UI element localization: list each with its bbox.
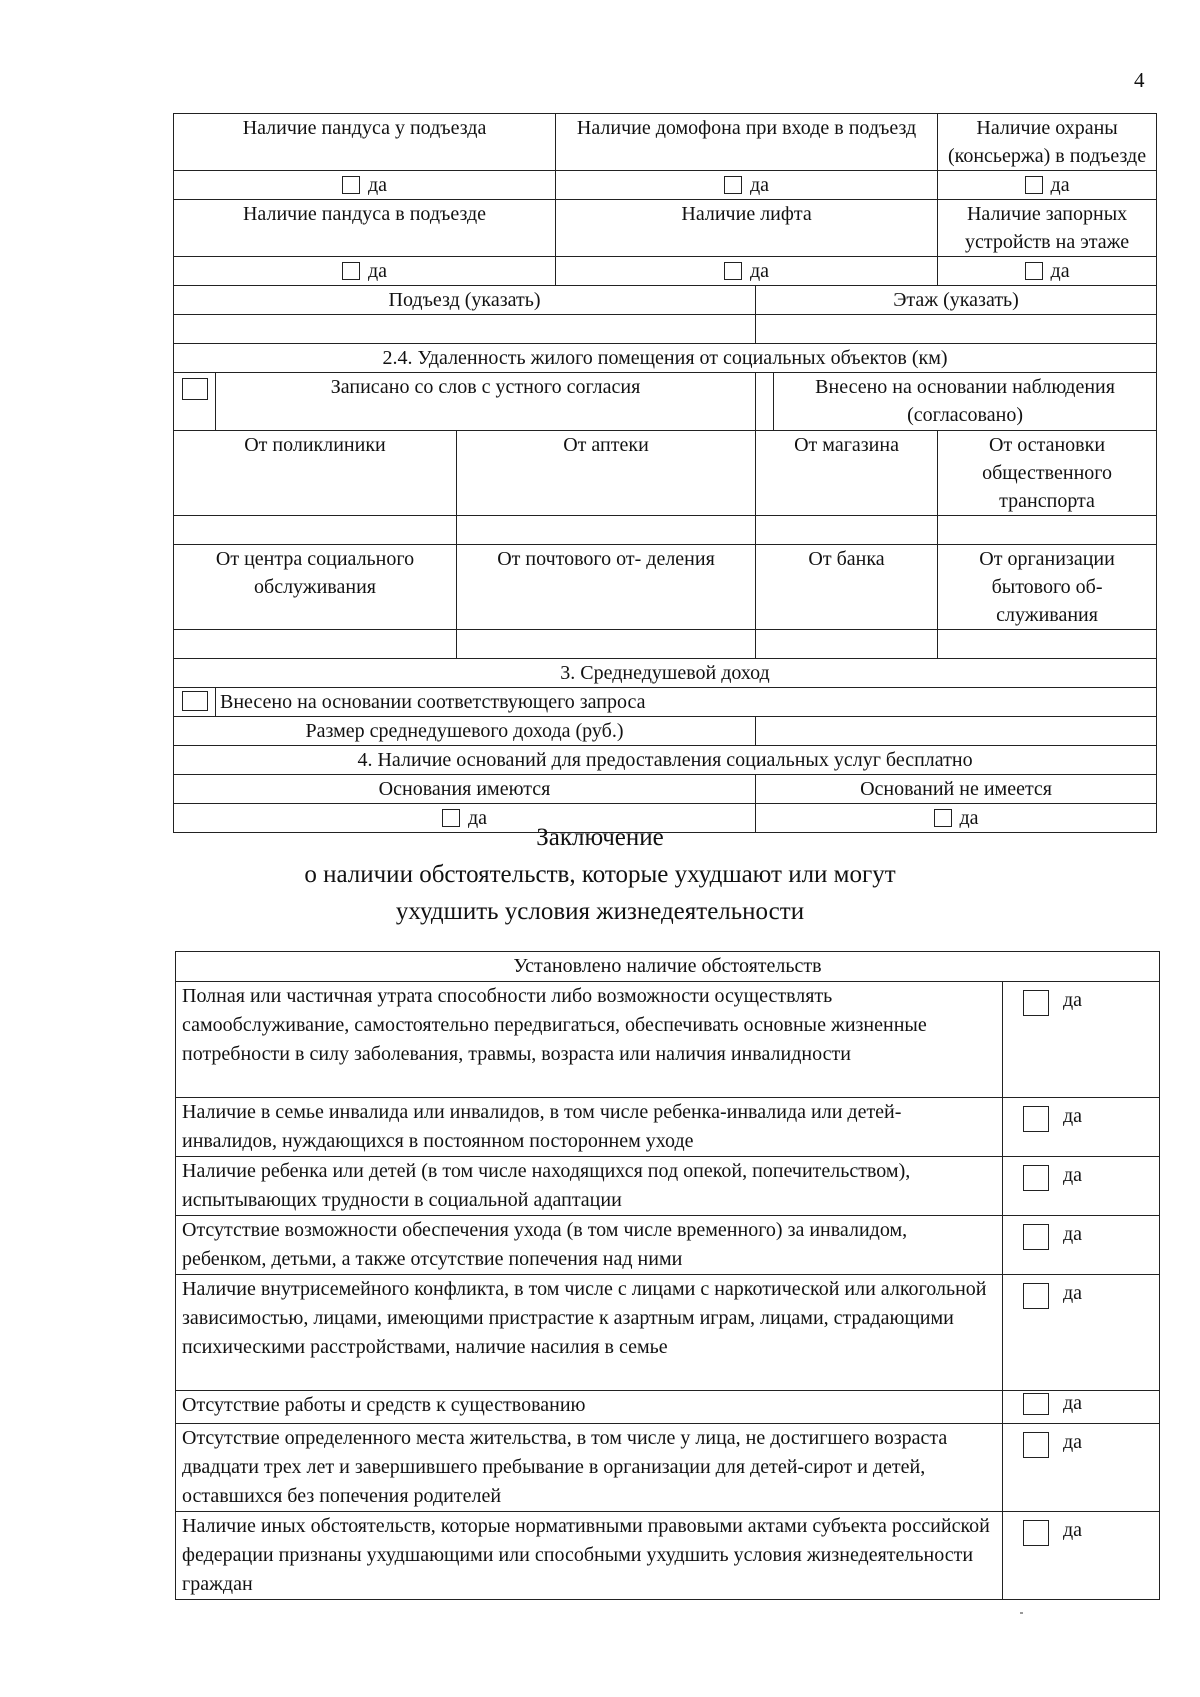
conclusion-title-line: о наличии обстоятельств, которые ухудшают или могут bbox=[304, 861, 896, 888]
grounds-have-label: Основания имеются bbox=[174, 775, 756, 804]
floor-input[interactable] bbox=[756, 315, 1157, 344]
yes-label: да bbox=[1050, 174, 1070, 196]
yes-label: да bbox=[367, 174, 388, 196]
circumstance-checkbox[interactable] bbox=[1023, 1165, 1049, 1191]
circumstance-text: Полная или частичная утрата способности либо возможности осуществлять самообслуживание, самостоятельно передвигаться, обеспечивать основные жизненные потребности в силу заболевания, травмы, возраста или наличия инвалидности bbox=[176, 982, 1003, 1098]
circumstance-mark bbox=[1003, 1157, 1160, 1216]
circumstance-mark bbox=[1003, 982, 1160, 1098]
observation-checkbox[interactable] bbox=[756, 373, 774, 431]
income-section-title: 3. Среднедушевой доход bbox=[174, 659, 1157, 688]
income-request-label: Внесено на основании соответствующего запроса bbox=[216, 688, 1157, 717]
circumstance-checkbox[interactable] bbox=[1023, 990, 1049, 1016]
yes-label: да bbox=[1063, 1392, 1083, 1414]
income-request-checkbox-cell bbox=[174, 688, 216, 717]
circumstance-mark bbox=[1003, 1275, 1160, 1391]
circumstance-checkbox[interactable] bbox=[1023, 1520, 1049, 1546]
intercom-header: Наличие домофона при входе в подъезд bbox=[556, 114, 938, 171]
circumstance-text: Наличие внутрисемейного конфликта, в том числе с лицами с наркотической или алкогольной зависимостью, лицами, имеющими пристрастие к азартным играм, лицами, страдающими психическими расстройствами, наличие насилия в семье bbox=[176, 1275, 1003, 1391]
verbal-consent-label: Записано со слов с устного согласия bbox=[216, 373, 756, 431]
locking-devices-header: Наличие запорных устройств на этаже bbox=[938, 200, 1157, 257]
elevator-header: Наличие лифта bbox=[556, 200, 938, 257]
verbal-consent-checkbox[interactable] bbox=[182, 378, 208, 400]
ramp-entrance-cell bbox=[174, 171, 556, 200]
yes-label: да bbox=[1063, 1105, 1083, 1127]
household-services-distance-input[interactable] bbox=[938, 630, 1157, 659]
scan-speck bbox=[1020, 1612, 1023, 1614]
ramp-inside-cell bbox=[174, 257, 556, 286]
yes-label: да bbox=[1063, 1431, 1083, 1453]
podezd-input[interactable] bbox=[174, 315, 756, 344]
transport-stop-distance-input[interactable] bbox=[938, 516, 1157, 545]
social-info-table bbox=[173, 113, 1157, 833]
household-services-distance-header: От организации бытового об- служивания bbox=[938, 545, 1157, 630]
circumstance-checkbox[interactable] bbox=[1023, 1393, 1049, 1415]
elevator-checkbox[interactable] bbox=[724, 262, 742, 280]
yes-label: да bbox=[467, 807, 488, 829]
ramp-entrance-checkbox[interactable] bbox=[342, 176, 360, 194]
circumstance-mark bbox=[1003, 1216, 1160, 1275]
shop-distance-header: От магазина bbox=[756, 431, 938, 516]
verbal-consent-checkbox-cell bbox=[174, 373, 216, 431]
bank-distance-input[interactable] bbox=[756, 630, 938, 659]
income-request-checkbox[interactable] bbox=[182, 691, 208, 711]
conclusion-title-line: ухудшить условия жизнедеятельности bbox=[395, 898, 805, 925]
circumstances-header: Установлено наличие обстоятельств bbox=[176, 952, 1160, 982]
yes-label: да bbox=[1063, 1164, 1083, 1186]
intercom-checkbox[interactable] bbox=[724, 176, 742, 194]
pharmacy-distance-input[interactable] bbox=[457, 516, 756, 545]
pharmacy-distance-header: От аптеки bbox=[457, 431, 756, 516]
circumstance-text: Наличие иных обстоятельств, которые нормативными правовыми актами субъекта российской федерации признаны ухудшающими или способными ухудшить условия жизнедеятельности граждан bbox=[176, 1512, 1003, 1600]
circumstance-text: Отсутствие работы и средств к существованию bbox=[176, 1391, 1003, 1424]
yes-label: да bbox=[750, 174, 770, 196]
elevator-cell bbox=[556, 257, 938, 286]
circumstance-checkbox[interactable] bbox=[1023, 1283, 1049, 1309]
clinic-distance-input[interactable] bbox=[174, 516, 457, 545]
yes-label: да bbox=[959, 807, 979, 829]
circumstance-mark bbox=[1003, 1424, 1160, 1512]
concierge-cell bbox=[938, 171, 1157, 200]
ramp-entrance-header: Наличие пандуса у подъезда bbox=[174, 114, 556, 171]
observation-label: Внесено на основании наблюдения (согласовано) bbox=[774, 373, 1157, 431]
circumstance-text: Наличие в семье инвалида или инвалидов, в том числе ребенка-инвалида или детей-инвалидов, нуждающихся в постоянном постороннем уходе bbox=[176, 1098, 1003, 1157]
intercom-cell bbox=[556, 171, 938, 200]
yes-label: да bbox=[1050, 260, 1070, 282]
conclusion-title bbox=[0, 819, 1200, 930]
circumstance-mark bbox=[1003, 1098, 1160, 1157]
page-number: 4 bbox=[1134, 68, 1145, 92]
floor-label: Этаж (указать) bbox=[756, 286, 1157, 315]
circumstance-mark bbox=[1003, 1512, 1160, 1600]
circumstance-mark bbox=[1003, 1391, 1160, 1424]
ramp-inside-checkbox[interactable] bbox=[342, 262, 360, 280]
social-center-distance-header: От центра социального обслуживания bbox=[174, 545, 457, 630]
locking-devices-cell bbox=[938, 257, 1157, 286]
yes-label: да bbox=[750, 260, 770, 282]
post-office-distance-input[interactable] bbox=[457, 630, 756, 659]
yes-label: да bbox=[367, 260, 388, 282]
grounds-section-title: 4. Наличие оснований для предоставления социальных услуг бесплатно bbox=[174, 746, 1157, 775]
conclusion-title-line: Заключение bbox=[536, 824, 664, 851]
circumstances-table bbox=[175, 951, 1160, 1600]
yes-label: да bbox=[1063, 1282, 1083, 1304]
social-center-distance-input[interactable] bbox=[174, 630, 457, 659]
circumstance-checkbox[interactable] bbox=[1023, 1432, 1049, 1458]
clinic-distance-header: От поликлиники bbox=[174, 431, 457, 516]
circumstance-checkbox[interactable] bbox=[1023, 1224, 1049, 1250]
shop-distance-input[interactable] bbox=[756, 516, 938, 545]
circumstance-text: Отсутствие возможности обеспечения ухода (в том числе временного) за инвалидом, ребенком, детьми, а также отсутствие попечения над ними bbox=[176, 1216, 1003, 1275]
circumstance-text: Наличие ребенка или детей (в том числе находящихся под опекой, попечительством), испытывающих трудности в социальной адаптации bbox=[176, 1157, 1003, 1216]
income-size-label: Размер среднедушевого дохода (руб.) bbox=[174, 717, 756, 746]
yes-label: да bbox=[1063, 1519, 1083, 1541]
podezd-label: Подъезд (указать) bbox=[174, 286, 756, 315]
circumstance-text: Отсутствие определенного места жительства, в том числе у лица, не достигшего возраста двадцати трех лет и завершившего пребывание в организации для детей-сирот и детей, оставшихся без попечения родителей bbox=[176, 1424, 1003, 1512]
concierge-checkbox[interactable] bbox=[1025, 176, 1043, 194]
yes-label: да bbox=[1063, 989, 1083, 1011]
post-office-distance-header: От почтового от- деления bbox=[457, 545, 756, 630]
circumstance-checkbox[interactable] bbox=[1023, 1106, 1049, 1132]
bank-distance-header: От банка bbox=[756, 545, 938, 630]
grounds-have-not-label: Оснований не имеется bbox=[756, 775, 1157, 804]
distance-section-title: 2.4. Удаленность жилого помещения от социальных объектов (км) bbox=[174, 344, 1157, 373]
yes-label: да bbox=[1063, 1223, 1083, 1245]
concierge-header: Наличие охраны (консьержа) в подъезде bbox=[938, 114, 1157, 171]
locking-devices-checkbox[interactable] bbox=[1025, 262, 1043, 280]
transport-stop-distance-header: От остановки общественного транспорта bbox=[938, 431, 1157, 516]
income-size-input[interactable] bbox=[756, 717, 1157, 746]
ramp-inside-header: Наличие пандуса в подъезде bbox=[174, 200, 556, 257]
